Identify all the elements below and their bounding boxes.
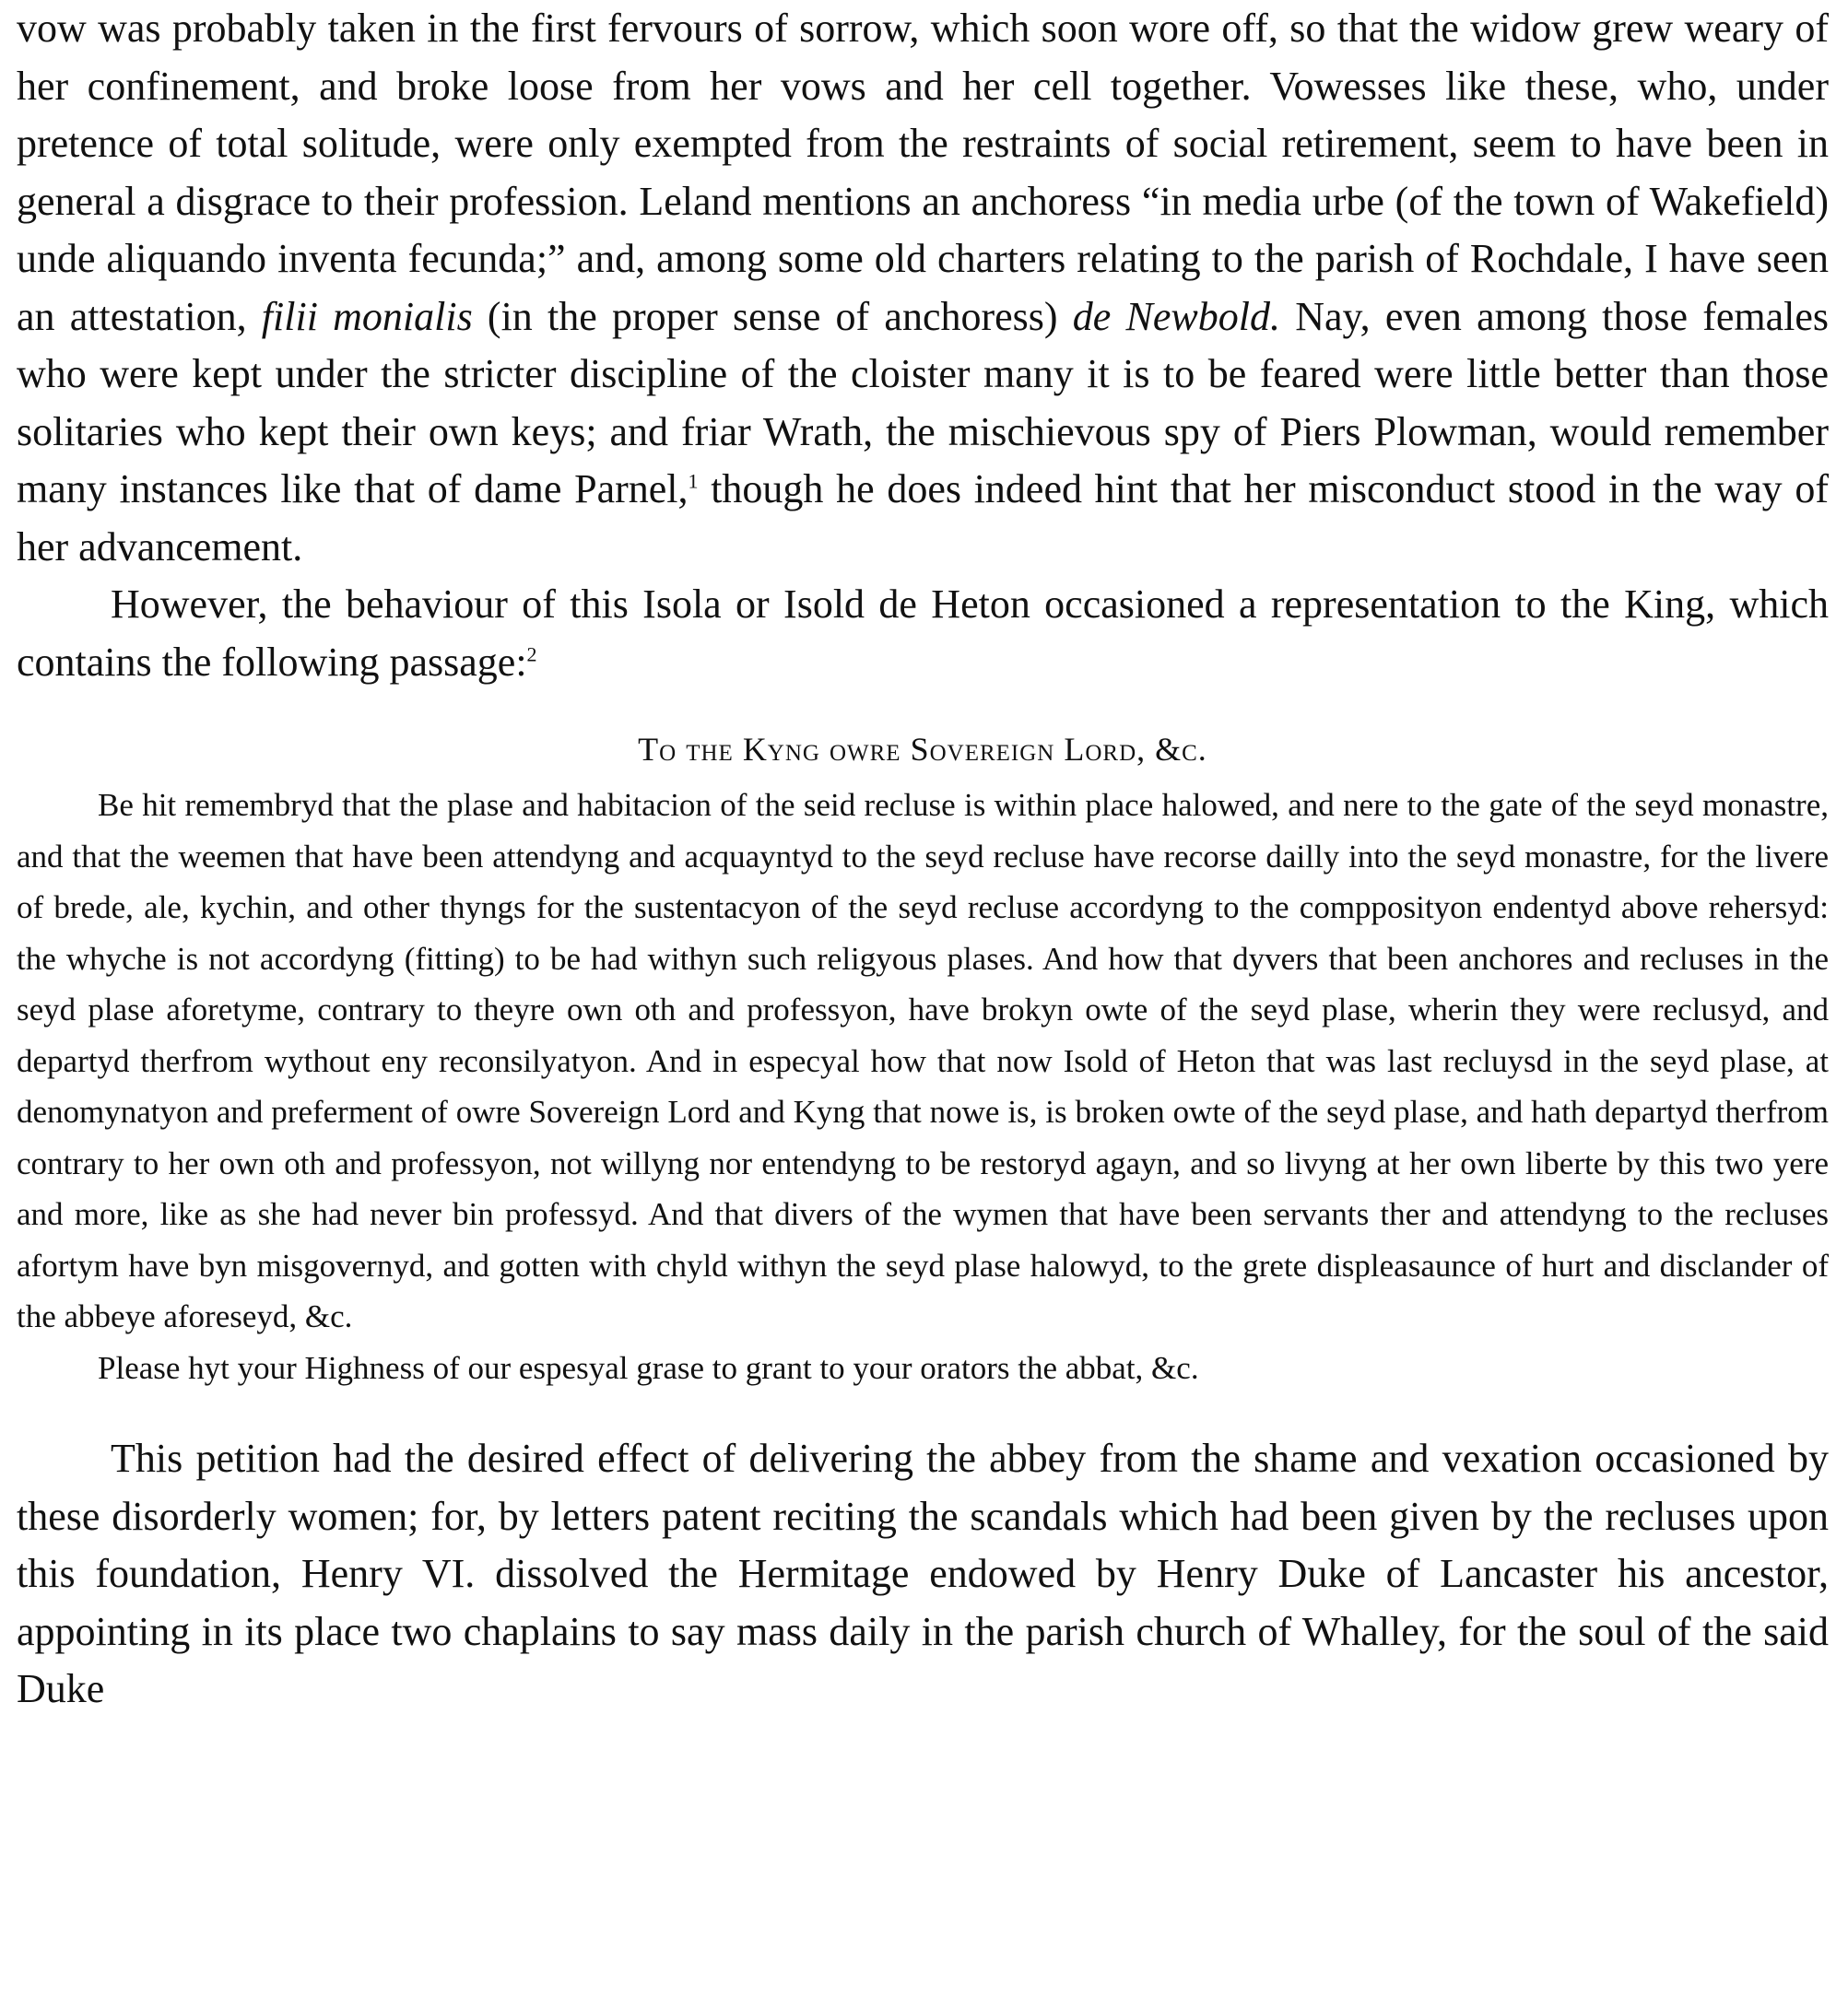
paragraph-anchoresses	[17, 0, 1829, 576]
paragraph-petition-effect: This petition had the desired effect of delivering the abbey from the shame and vexation occasioned by these disorderly women; for, by letters patent reciting the scandals which had been given by the recluses upon this foundation, Henry VI. dissolved the Hermitage endowed by Henry Duke of Lancaster his ancestor, appointing in its place two chaplains to say mass daily in the parish church of Whalley, for the soul of the said Duke	[17, 1436, 1829, 1711]
paragraph-anchoresses-text-2: (in the proper sense of anchoress)	[472, 293, 1073, 339]
paragraph-anchoresses-text-1: vow was probably taken in the first fervours of sorrow, which soon wore off, so that the widow grew weary of her confinement, and broke loose from her vows and her cell together. Vowesses like these, who, under pretence of total solitude, were only exempted from the restraints of social retirement, seem to have been in general a disgrace to their profession. Leland mentions an anchoress “in media urbe (of the town of Wakefield) unde aliquando inventa fecunda;” and, among some old charters relating to the parish of Rochdale, I have seen an attestation,	[17, 6, 1829, 339]
paragraph-anchoresses-text-4: though he does indeed hint that her misconduct stood in the way of her advancement.	[17, 466, 1829, 569]
paragraph-representation-text: However, the behaviour of this Isola or Isold de Heton occasioned a representation to the King, which contains the following passage:	[17, 581, 1829, 685]
paragraph-representation	[17, 576, 1829, 691]
petition-heading: To the Kyng owre Sovereign Lord, &c.	[638, 731, 1207, 768]
paragraph-anchoresses-text-3: Nay, even among those females who were kept under the stricter discipline of the cloister many it is to be feared were little better than those solitaries who kept their own keys; and friar Wrath, the mischievous spy of Piers Plowman, would remember many instances like that of dame Parnel,	[17, 293, 1830, 511]
petition-closing: Please hyt your Highness of our espesyal grase to grant to your orators the abbat, &c.	[98, 1349, 1199, 1386]
latin-phrase-filii-monialis: filii monialis	[261, 293, 473, 339]
footnote-marker-1: 1	[688, 469, 699, 493]
footnote-marker-2: 2	[526, 641, 537, 665]
petition-body: Be hit remembryd that the plase and habitacion of the seid recluse is within place halowed, and nere to the gate of the seyd monastre, and that the weemen that have been attendyng and acquayntyd to the seyd recluse have recorse dailly into the seyd monastre, for the livere of brede, ale, kychin, and other thyngs for the sustentacyon of the seyd recluse accordyng to the compposityon endentyd above rehersyd: the whyche is not accordyng (fitting) to be had withyn such religyous plases. And how that dyvers that been anchores and recluses in the seyd plase aforetyme, contrary to theyre own oth and professyon, have brokyn owte of the seyd plase, wherin they were reclusyd, and departyd therfrom wythout eny reconsilyatyon. And in especyal how that now Isold of Heton that was last recluysd in the seyd plase, at denomynatyon and preferment of owre Sovereign Lord and Kyng that nowe is, is broken owte of the seyd plase, and hath departyd therfrom contrary to her own oth and professyon, not willyng nor entendyng to be restoryd agayn, and so livyng at her own liberte by this two yere and more, like as she had never bin professyd. And that divers of the wymen that have been servants ther and attendyng to the recluses afortym have byn misgovernyd, and gotten with chyld withyn the seyd plase halowyd, to the grete displeasaunce of hurt and disclander of the abbeye aforeseyd, &c.	[17, 787, 1829, 1334]
document-page	[17, 0, 1829, 1719]
latin-phrase-de-newbold: de Newbold.	[1072, 293, 1280, 339]
